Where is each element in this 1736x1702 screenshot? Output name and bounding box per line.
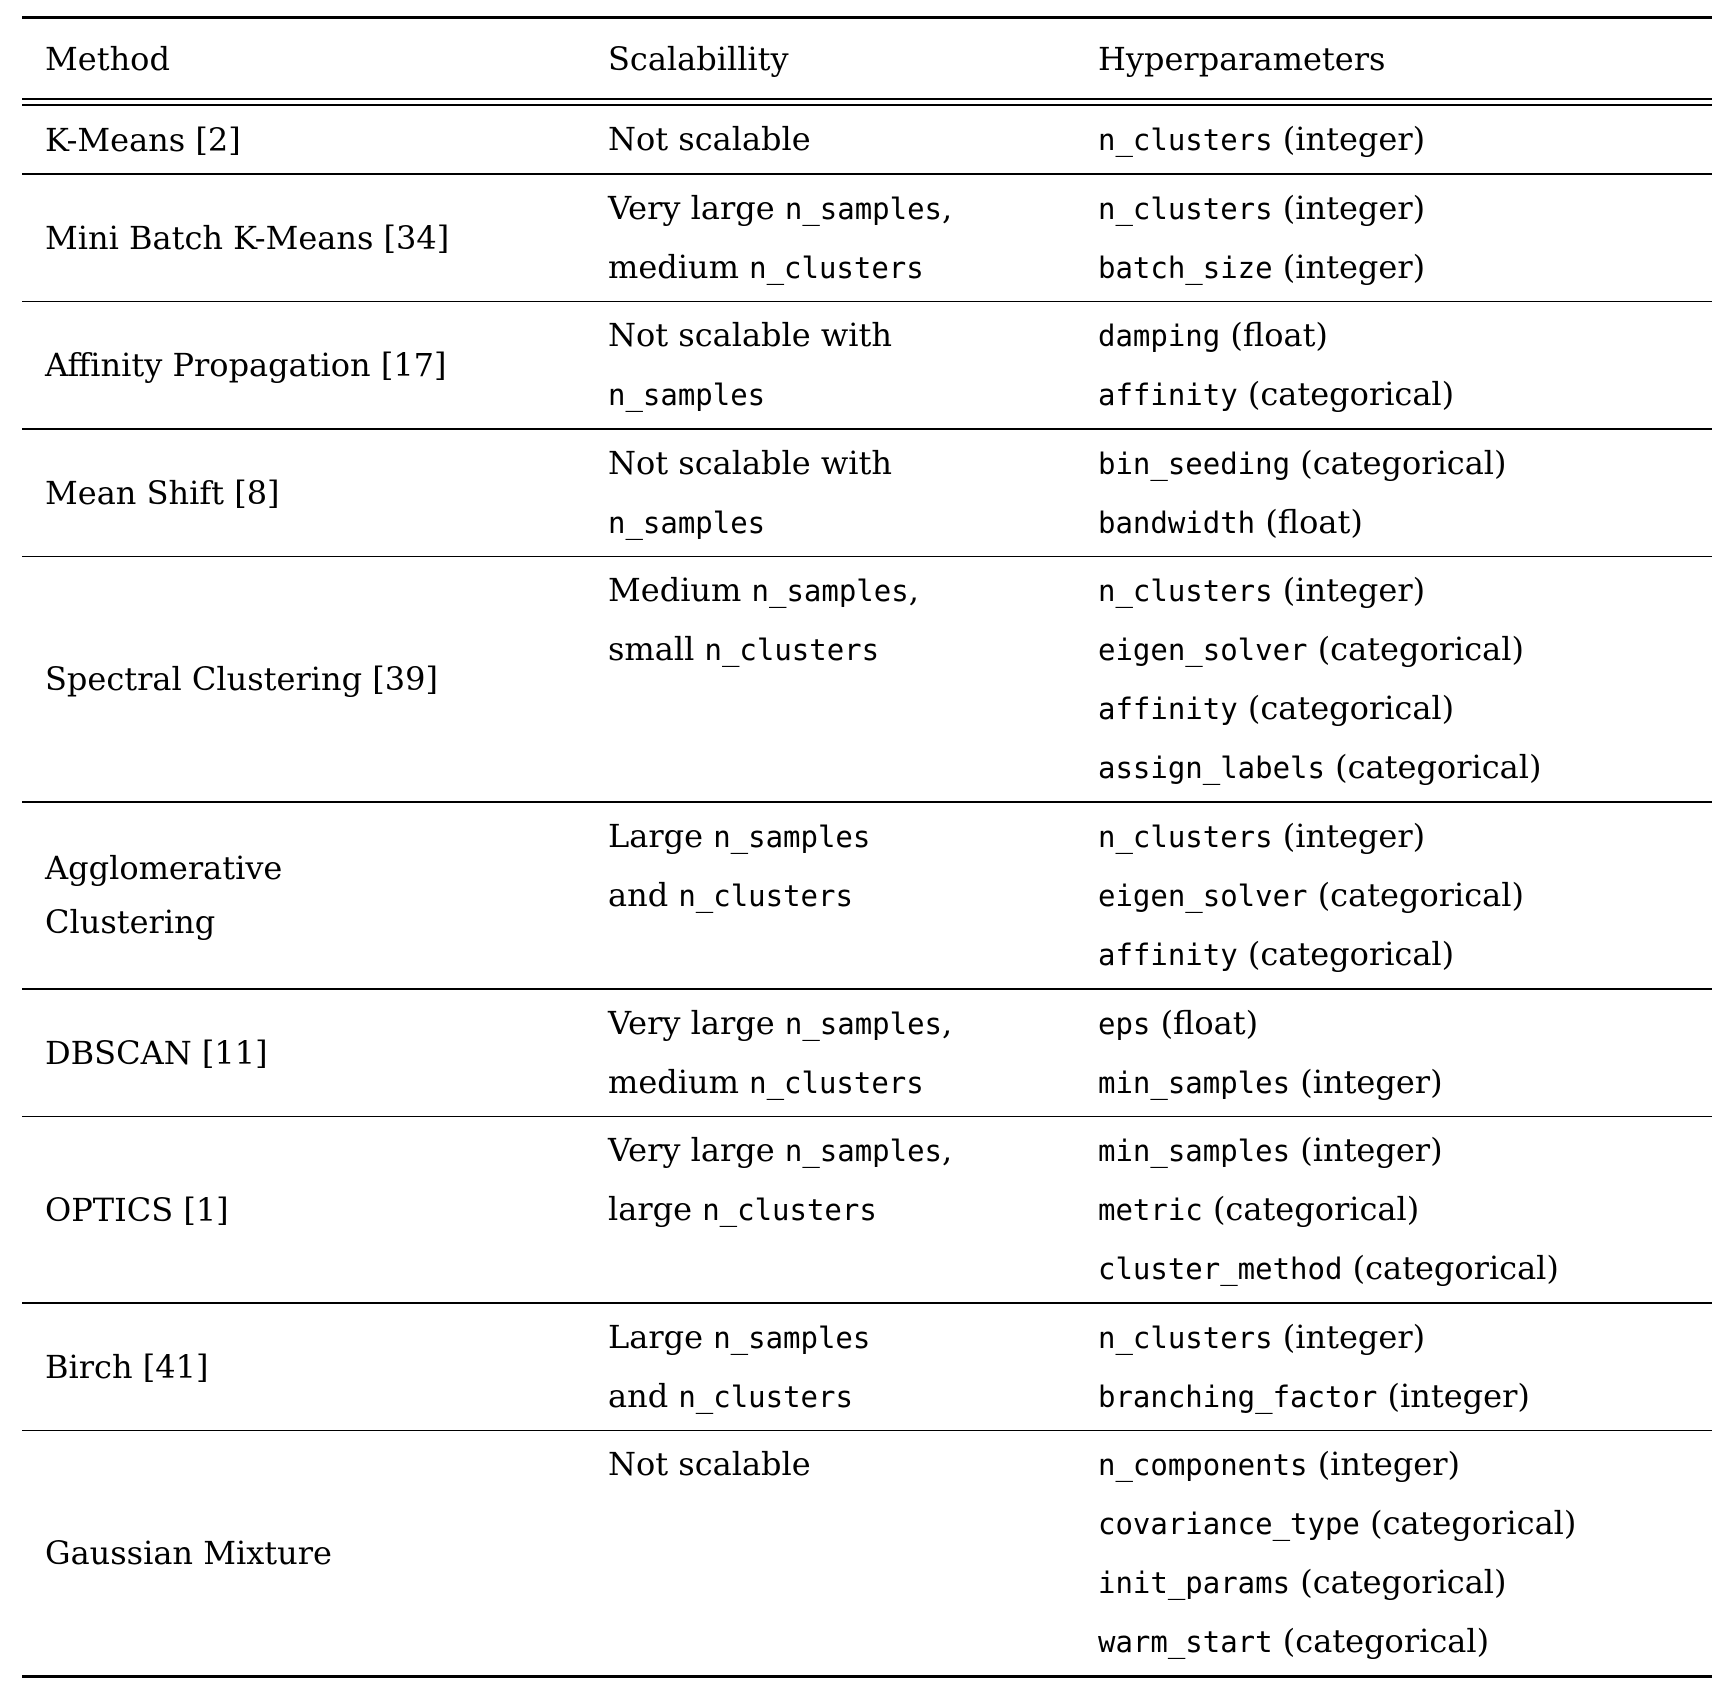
method-name: Mini Batch K-Means [34] [45, 218, 450, 257]
code-token: eigen_solver [1098, 878, 1308, 913]
scalability-line [608, 493, 1075, 552]
hyperparameters-cell [1075, 990, 1712, 1112]
scalability-line [608, 1435, 1075, 1494]
code-token: affinity [1098, 937, 1238, 972]
code-token: min_samples [1098, 1134, 1291, 1169]
method-cell [22, 1340, 585, 1394]
text-token: Not scalable [608, 120, 811, 158]
code-token: warm_start [1098, 1625, 1273, 1660]
text-token: (categorical) [1237, 375, 1455, 414]
code-token: n_clusters [678, 1379, 853, 1414]
clustering-methods-table [22, 16, 1712, 1678]
method-name: Affinity Propagation [17] [45, 346, 447, 385]
scalability-cell [585, 302, 1075, 424]
code-token: n_clusters [1098, 819, 1273, 854]
code-token: n_clusters [1098, 574, 1273, 609]
text-token: and [608, 875, 679, 914]
hyperparameter-line [1098, 561, 1712, 620]
text-token: (categorical) [1202, 1190, 1420, 1229]
code-token: batch_size [1098, 250, 1273, 285]
code-token: affinity [1098, 378, 1238, 413]
table-row [22, 106, 1712, 173]
scalability-line [608, 994, 1075, 1053]
hyperparameter-line [1098, 994, 1712, 1053]
code-token: assign_labels [1098, 751, 1325, 786]
code-token: n_samples [784, 1134, 942, 1169]
code-token: n_clusters [1098, 191, 1273, 226]
code-token: cluster_method [1098, 1252, 1343, 1287]
hyperparameter-line [1098, 179, 1712, 238]
text-token: (categorical) [1237, 934, 1455, 973]
hyperparameter-line [1098, 365, 1712, 424]
text-token: (integer) [1272, 1317, 1426, 1356]
code-token: n_clusters [1098, 1320, 1273, 1355]
hyperparameters-cell [1075, 430, 1712, 552]
text-token: (categorical) [1307, 630, 1524, 669]
text-token: , [942, 1003, 953, 1042]
hyperparameters-cell [1075, 1431, 1712, 1671]
text-token: Very large [608, 1003, 785, 1042]
method-name: Birch [41] [45, 1347, 209, 1386]
code-token: init_params [1098, 1566, 1291, 1601]
scalability-line [608, 1367, 1075, 1426]
scalability-line [608, 179, 1075, 238]
code-token: n_samples [751, 574, 909, 609]
text-token: Medium [608, 571, 752, 610]
code-token: n_clusters [749, 250, 924, 285]
code-token: n_samples [784, 1006, 942, 1041]
hyperparameter-line [1098, 925, 1712, 984]
text-token: , [908, 571, 919, 610]
text-token: (integer) [1272, 188, 1426, 227]
code-token: n_samples [713, 819, 871, 854]
text-token: Not scalable with [608, 443, 892, 482]
scalability-line [608, 1308, 1075, 1367]
text-token: (categorical) [1290, 1563, 1507, 1602]
hyperparameters-cell [1075, 557, 1712, 797]
hyperparameter-line [1098, 738, 1712, 797]
hyperparameter-line [1098, 1053, 1712, 1112]
text-token: medium [608, 247, 750, 286]
method-name: Agglomerative [45, 849, 283, 888]
scalability-line [608, 434, 1075, 493]
text-token: Large [608, 816, 714, 855]
method-cell [22, 466, 585, 520]
scalability-cell [585, 803, 1075, 925]
hyperparameter-line [1098, 1308, 1712, 1367]
hyperparameter-line [1098, 1612, 1712, 1671]
text-token: (categorical) [1290, 443, 1507, 482]
table-bottom-rule [22, 1675, 1712, 1678]
code-token: damping [1098, 319, 1221, 354]
scalability-cell [585, 1304, 1075, 1426]
text-token: (categorical) [1359, 1504, 1577, 1543]
table-row [22, 803, 1712, 988]
table-row [22, 430, 1712, 556]
text-token: Very large [608, 1131, 785, 1170]
code-token: affinity [1098, 692, 1238, 727]
method-cell [22, 1183, 585, 1237]
code-token: n_clusters [749, 1065, 924, 1100]
text-token: Not scalable [608, 1445, 811, 1484]
text-token: (float) [1220, 316, 1328, 355]
scalability-cell [585, 106, 1075, 169]
code-token: n_samples [608, 505, 766, 540]
code-token: eigen_solver [1098, 633, 1308, 668]
text-token: , [942, 188, 953, 227]
scalability-line [608, 238, 1075, 297]
hyperparameter-line [1098, 1494, 1712, 1553]
header-scalability: Scalabillity [608, 39, 789, 78]
text-token: Large [608, 1317, 714, 1356]
scalability-cell [585, 557, 1075, 679]
hyperparameter-line [1098, 1435, 1712, 1494]
scalability-cell [585, 1117, 1075, 1239]
code-token: eps [1098, 1006, 1151, 1041]
scalability-cell [585, 990, 1075, 1112]
method-name: OPTICS [1] [45, 1190, 229, 1229]
table-row [22, 1304, 1712, 1430]
text-token: (categorical) [1307, 875, 1524, 914]
text-token: Not scalable with [608, 316, 892, 355]
header-hyperparameters: Hyperparameters [1098, 39, 1386, 78]
scalability-line [608, 866, 1075, 925]
text-token: (integer) [1272, 247, 1426, 286]
code-token: bin_seeding [1098, 446, 1291, 481]
hyperparameters-cell [1075, 1304, 1712, 1426]
code-token: n_samples [608, 378, 766, 413]
text-token: (integer) [1272, 120, 1426, 158]
hyperparameters-cell [1075, 106, 1712, 169]
text-token: (integer) [1290, 1062, 1443, 1101]
text-token: Very large [608, 188, 785, 227]
hyperparameter-line [1098, 110, 1712, 169]
code-token: covariance_type [1098, 1507, 1360, 1542]
scalability-cell [585, 1431, 1075, 1494]
hyperparameter-line [1098, 493, 1712, 552]
method-cell [22, 1026, 585, 1080]
code-token: n_clusters [678, 878, 853, 913]
text-token: (float) [1150, 1003, 1259, 1042]
text-token: small [608, 630, 705, 669]
method-cell [22, 113, 585, 167]
method-name: Mean Shift [8] [45, 473, 280, 512]
hyperparameter-line [1098, 434, 1712, 493]
scalability-line [608, 620, 1075, 679]
hyperparameters-cell [1075, 1117, 1712, 1298]
code-token: min_samples [1098, 1065, 1291, 1100]
text-token: (integer) [1272, 816, 1426, 855]
method-name: Spectral Clustering [39] [45, 660, 438, 699]
method-name: Gaussian Mixture [45, 1534, 332, 1573]
hyperparameter-line [1098, 1239, 1712, 1298]
code-token: branching_factor [1098, 1379, 1378, 1414]
hyperparameters-cell [1075, 175, 1712, 297]
code-token: n_clusters [704, 633, 880, 668]
text-token: (categorical) [1237, 689, 1455, 728]
table-body [22, 106, 1712, 1675]
hyperparameter-line [1098, 807, 1712, 866]
method-cell [22, 841, 585, 949]
hyperparameter-line [1098, 306, 1712, 365]
hyperparameter-line [1098, 866, 1712, 925]
hyperparameter-line [1098, 679, 1712, 738]
code-token: n_samples [713, 1320, 871, 1355]
text-token: (integer) [1307, 1445, 1461, 1484]
method-name: K-Means [2] [45, 120, 241, 159]
code-token: n_components [1098, 1448, 1308, 1483]
code-token: metric [1098, 1193, 1203, 1228]
scalability-line [608, 1053, 1075, 1112]
text-token: (integer) [1290, 1131, 1443, 1170]
header-double-rule [22, 98, 1712, 106]
text-token: , [942, 1131, 953, 1170]
scalability-line [608, 807, 1075, 866]
scalability-cell [585, 175, 1075, 297]
code-token: n_clusters [1098, 123, 1273, 157]
hyperparameter-line [1098, 1121, 1712, 1180]
table-row [22, 1431, 1712, 1675]
text-token: (integer) [1272, 571, 1426, 610]
hyperparameter-line [1098, 1180, 1712, 1239]
code-token: n_samples [784, 191, 942, 226]
scalability-line [608, 561, 1075, 620]
text-token: (integer) [1377, 1376, 1530, 1415]
hyperparameter-line [1098, 1553, 1712, 1612]
text-token: (float) [1255, 502, 1363, 541]
method-cell [22, 652, 585, 706]
hyperparameter-line [1098, 1367, 1712, 1426]
text-token: (categorical) [1342, 1249, 1559, 1288]
method-cell [22, 1526, 585, 1580]
table-row [22, 557, 1712, 801]
hyperparameter-line [1098, 620, 1712, 679]
text-token: and [608, 1376, 679, 1415]
text-token: (categorical) [1324, 748, 1542, 787]
table-header-row [22, 19, 1712, 98]
scalability-line [608, 1180, 1075, 1239]
table-row [22, 302, 1712, 428]
scalability-line [608, 306, 1075, 365]
scalability-cell [585, 430, 1075, 552]
text-token: (categorical) [1272, 1622, 1490, 1661]
text-token: medium [608, 1062, 750, 1101]
method-cell [22, 338, 585, 392]
scalability-line [608, 365, 1075, 424]
table-row [22, 1117, 1712, 1302]
header-method: Method [45, 39, 170, 78]
scalability-line [608, 110, 1075, 169]
method-name: DBSCAN [11] [45, 1033, 268, 1072]
scalability-line [608, 1121, 1075, 1180]
text-token: large [608, 1190, 703, 1229]
table-row [22, 990, 1712, 1116]
code-token: bandwidth [1098, 505, 1256, 540]
hyperparameter-line [1098, 238, 1712, 297]
method-name: Clustering [45, 903, 216, 942]
method-cell [22, 211, 585, 265]
table-row [22, 175, 1712, 301]
hyperparameters-cell [1075, 302, 1712, 424]
hyperparameters-cell [1075, 803, 1712, 984]
code-token: n_clusters [702, 1193, 877, 1228]
